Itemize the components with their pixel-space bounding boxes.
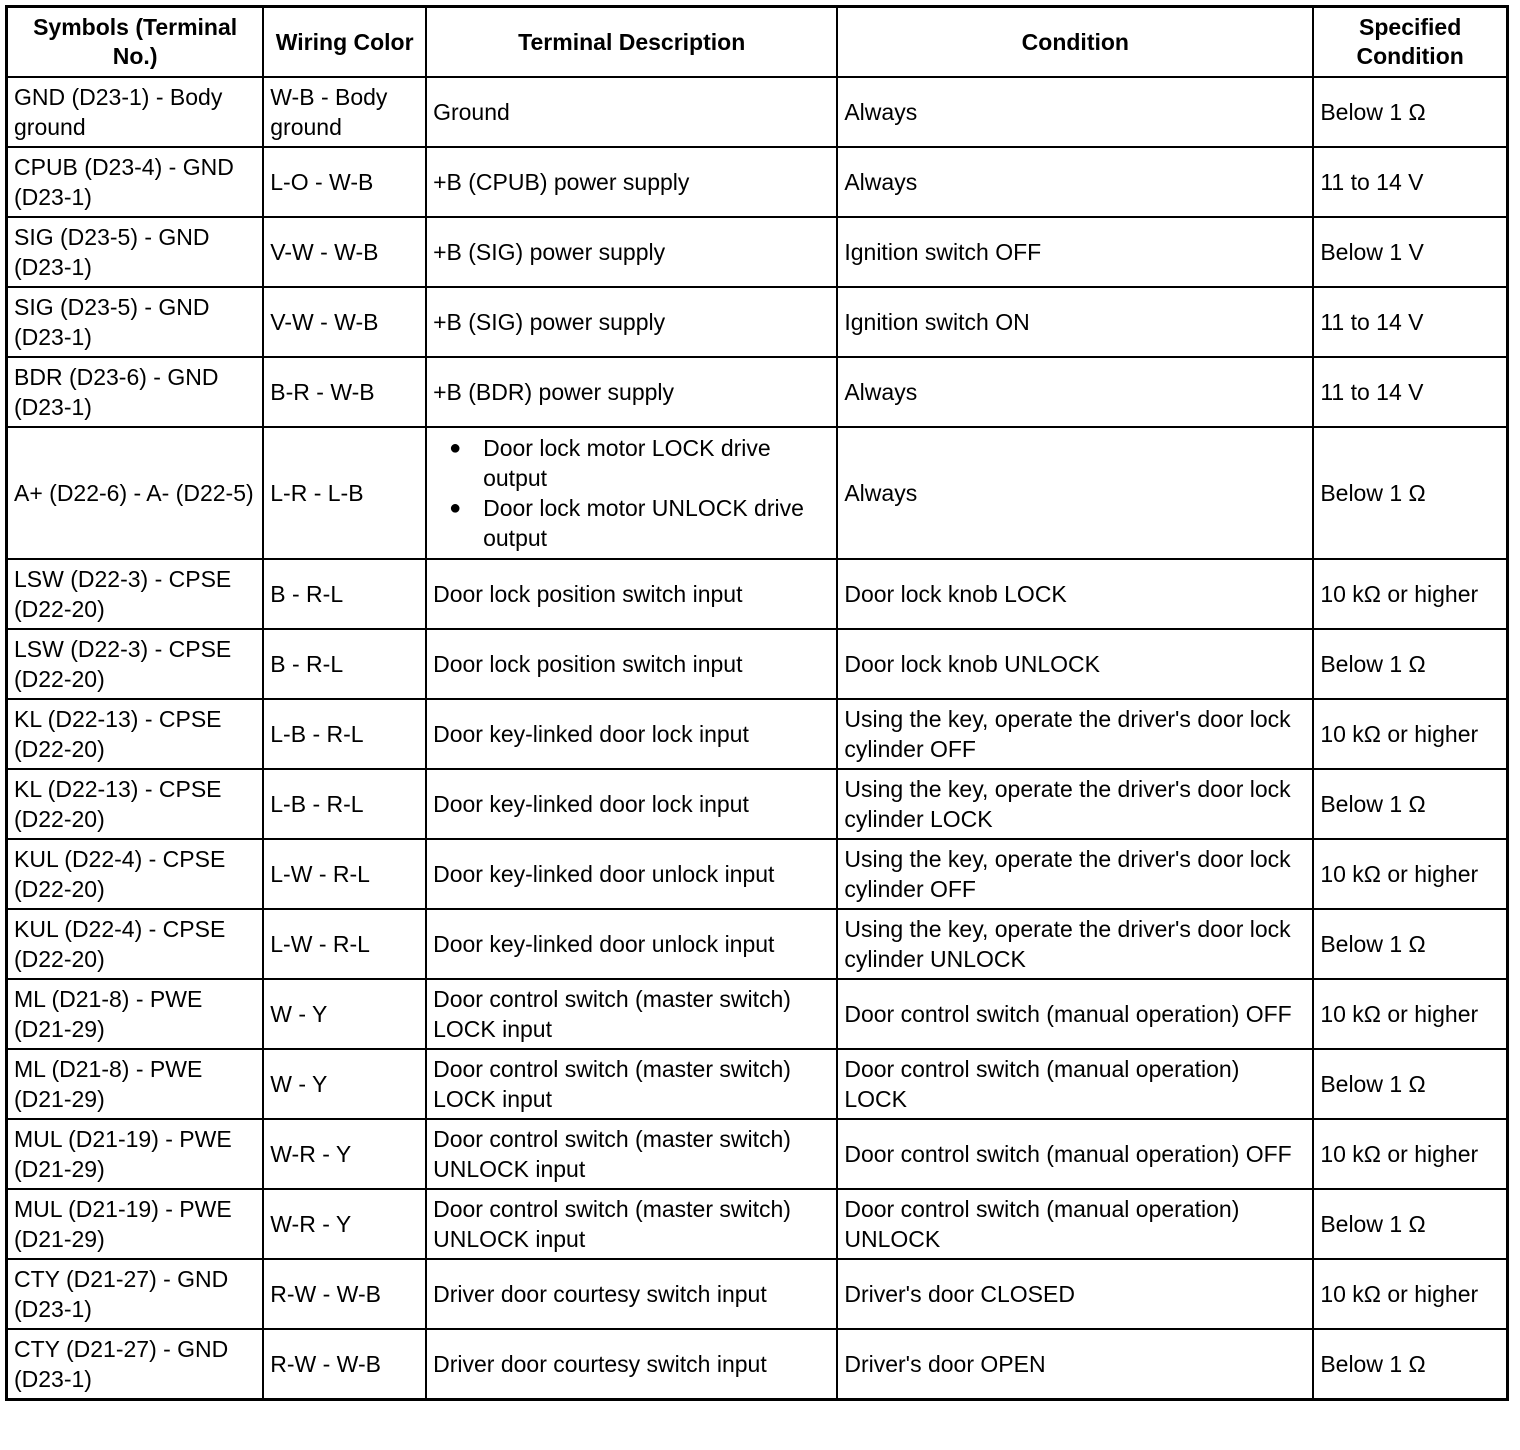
table-row: [7, 217, 1508, 287]
cell-condition: Using the key, operate the driver's door lock cylinder OFF: [837, 699, 1313, 769]
cell-condition: Ignition switch OFF: [837, 217, 1313, 287]
cell-wiring-color: V-W - W-B: [263, 217, 426, 287]
cell-specified: 11 to 14 V: [1313, 357, 1507, 427]
cell-symbols: KL (D22-13) - CPSE (D22-20): [7, 769, 264, 839]
cell-condition: Always: [837, 427, 1313, 559]
cell-description: +B (SIG) power supply: [426, 217, 837, 287]
cell-wiring-color: B-R - W-B: [263, 357, 426, 427]
cell-wiring-color: L-R - L-B: [263, 427, 426, 559]
cell-symbols: LSW (D22-3) - CPSE (D22-20): [7, 629, 264, 699]
cell-description: Driver door courtesy switch input: [426, 1329, 837, 1400]
cell-description: +B (BDR) power supply: [426, 357, 837, 427]
header-specified-condition: Specified Condition: [1313, 7, 1507, 78]
cell-condition: Driver's door CLOSED: [837, 1259, 1313, 1329]
cell-symbols: LSW (D22-3) - CPSE (D22-20): [7, 559, 264, 629]
table-row: [7, 839, 1508, 909]
header-row: [7, 7, 1508, 78]
cell-symbols: CPUB (D23-4) - GND (D23-1): [7, 147, 264, 217]
header-symbols: Symbols (Terminal No.): [7, 7, 264, 78]
cell-specified: 11 to 14 V: [1313, 147, 1507, 217]
cell-symbols: BDR (D23-6) - GND (D23-1): [7, 357, 264, 427]
cell-specified: 10 kΩ or higher: [1313, 559, 1507, 629]
cell-condition: Using the key, operate the driver's door lock cylinder LOCK: [837, 769, 1313, 839]
table-row: [7, 427, 1508, 559]
cell-condition: Door control switch (manual operation) OFF: [837, 979, 1313, 1049]
cell-symbols: SIG (D23-5) - GND (D23-1): [7, 287, 264, 357]
table-row: [7, 147, 1508, 217]
cell-wiring-color: L-W - R-L: [263, 909, 426, 979]
table-row: [7, 1119, 1508, 1189]
table-row: [7, 909, 1508, 979]
cell-description: Door key-linked door unlock input: [426, 839, 837, 909]
table-row: [7, 287, 1508, 357]
cell-symbols: ML (D21-8) - PWE (D21-29): [7, 1049, 264, 1119]
cell-symbols: KL (D22-13) - CPSE (D22-20): [7, 699, 264, 769]
header-condition: Condition: [837, 7, 1313, 78]
cell-description: Driver door courtesy switch input: [426, 1259, 837, 1329]
cell-specified: Below 1 Ω: [1313, 427, 1507, 559]
cell-specified: Below 1 Ω: [1313, 769, 1507, 839]
cell-wiring-color: W-B - Body ground: [263, 77, 426, 147]
table-row: [7, 769, 1508, 839]
cell-description: Door key-linked door lock input: [426, 769, 837, 839]
cell-condition: Door lock knob LOCK: [837, 559, 1313, 629]
header-terminal-description: Terminal Description: [426, 7, 837, 78]
bullet-item: ● Door lock motor LOCK drive output: [447, 433, 830, 493]
cell-wiring-color: W - Y: [263, 1049, 426, 1119]
cell-condition: Driver's door OPEN: [837, 1329, 1313, 1400]
table-row: [7, 559, 1508, 629]
cell-wiring-color: R-W - W-B: [263, 1259, 426, 1329]
cell-specified: Below 1 Ω: [1313, 909, 1507, 979]
cell-wiring-color: W - Y: [263, 979, 426, 1049]
cell-condition: Using the key, operate the driver's door lock cylinder UNLOCK: [837, 909, 1313, 979]
cell-condition: Always: [837, 77, 1313, 147]
cell-specified: 10 kΩ or higher: [1313, 839, 1507, 909]
cell-description: Door control switch (master switch) LOCK input: [426, 1049, 837, 1119]
cell-condition: Using the key, operate the driver's door lock cylinder OFF: [837, 839, 1313, 909]
cell-symbols: CTY (D21-27) - GND (D23-1): [7, 1329, 264, 1400]
cell-specified: Below 1 Ω: [1313, 629, 1507, 699]
cell-wiring-color: L-O - W-B: [263, 147, 426, 217]
cell-symbols: A+ (D22-6) - A- (D22-5): [7, 427, 264, 559]
cell-description: +B (SIG) power supply: [426, 287, 837, 357]
cell-wiring-color: V-W - W-B: [263, 287, 426, 357]
cell-wiring-color: L-B - R-L: [263, 769, 426, 839]
cell-symbols: ML (D21-8) - PWE (D21-29): [7, 979, 264, 1049]
table-row: [7, 357, 1508, 427]
cell-specified: Below 1 Ω: [1313, 77, 1507, 147]
cell-symbols: SIG (D23-5) - GND (D23-1): [7, 217, 264, 287]
table-row: [7, 699, 1508, 769]
cell-specified: 10 kΩ or higher: [1313, 979, 1507, 1049]
cell-description: Ground: [426, 77, 837, 147]
cell-specified: 11 to 14 V: [1313, 287, 1507, 357]
cell-symbols: KUL (D22-4) - CPSE (D22-20): [7, 909, 264, 979]
table-row: [7, 1189, 1508, 1259]
cell-condition: Door control switch (manual operation) UNLOCK: [837, 1189, 1313, 1259]
cell-condition: Always: [837, 147, 1313, 217]
cell-symbols: MUL (D21-19) - PWE (D21-29): [7, 1189, 264, 1259]
cell-description: Door key-linked door unlock input: [426, 909, 837, 979]
cell-description: Door lock position switch input: [426, 629, 837, 699]
cell-specified: 10 kΩ or higher: [1313, 1259, 1507, 1329]
cell-wiring-color: W-R - Y: [263, 1189, 426, 1259]
cell-specified: 10 kΩ or higher: [1313, 699, 1507, 769]
cell-condition: Door lock knob UNLOCK: [837, 629, 1313, 699]
cell-symbols: KUL (D22-4) - CPSE (D22-20): [7, 839, 264, 909]
cell-wiring-color: B - R-L: [263, 559, 426, 629]
cell-description: Door lock position switch input: [426, 559, 837, 629]
cell-specified: Below 1 Ω: [1313, 1189, 1507, 1259]
cell-wiring-color: L-B - R-L: [263, 699, 426, 769]
table-row: [7, 77, 1508, 147]
table-row: [7, 1049, 1508, 1119]
cell-specified: Below 1 Ω: [1313, 1329, 1507, 1400]
table-row: [7, 979, 1508, 1049]
cell-condition: Door control switch (manual operation) LOCK: [837, 1049, 1313, 1119]
cell-specified: Below 1 V: [1313, 217, 1507, 287]
cell-condition: Always: [837, 357, 1313, 427]
description-bullet-list: [433, 433, 830, 553]
cell-description: Door control switch (master switch) UNLOCK input: [426, 1189, 837, 1259]
cell-specified: 10 kΩ or higher: [1313, 1119, 1507, 1189]
cell-specified: Below 1 Ω: [1313, 1049, 1507, 1119]
cell-symbols: MUL (D21-19) - PWE (D21-29): [7, 1119, 264, 1189]
cell-description: Door control switch (master switch) UNLOCK input: [426, 1119, 837, 1189]
cell-description: +B (CPUB) power supply: [426, 147, 837, 217]
bullet-item: ● Door lock motor UNLOCK drive output: [447, 493, 830, 553]
cell-wiring-color: W-R - Y: [263, 1119, 426, 1189]
header-wiring-color: Wiring Color: [263, 7, 426, 78]
table-row: [7, 629, 1508, 699]
cell-condition: Ignition switch ON: [837, 287, 1313, 357]
cell-description: Door key-linked door lock input: [426, 699, 837, 769]
cell-description: Door control switch (master switch) LOCK input: [426, 979, 837, 1049]
cell-description: [426, 427, 837, 559]
cell-symbols: CTY (D21-27) - GND (D23-1): [7, 1259, 264, 1329]
terminal-inspection-table: [5, 5, 1509, 1401]
cell-symbols: GND (D23-1) - Body ground: [7, 77, 264, 147]
cell-condition: Door control switch (manual operation) OFF: [837, 1119, 1313, 1189]
table-row: [7, 1329, 1508, 1400]
cell-wiring-color: B - R-L: [263, 629, 426, 699]
cell-wiring-color: L-W - R-L: [263, 839, 426, 909]
cell-wiring-color: R-W - W-B: [263, 1329, 426, 1400]
table-row: [7, 1259, 1508, 1329]
